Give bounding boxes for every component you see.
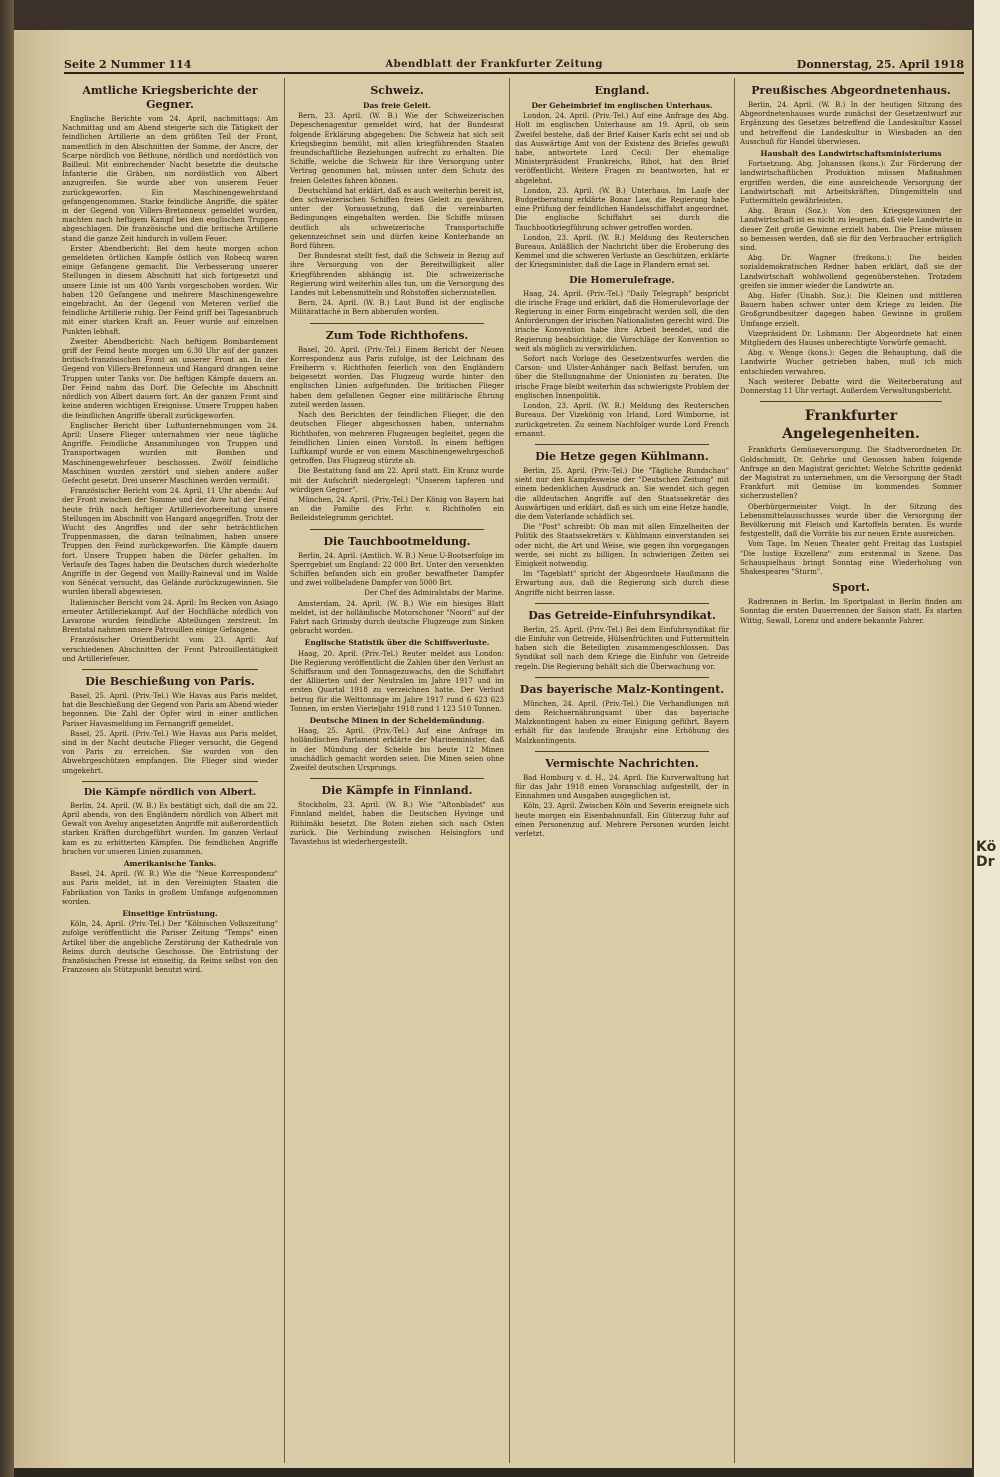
headline: Die Beschießung von Paris.	[85, 674, 255, 688]
article-paragraph: Haag, 24. April. (Priv.-Tel.) "Daily Telegraph" bespricht die irische Frage und erklärt, daß die Homerulevorlage der Regierung in einer Form eingebracht werden soll, die den Anforderungen der irischen Nationalisten gerecht wird. Die irische Konvention habe ihre Arbeit beendet, und die Regierung beabsichtige, die Vorschläge der Konvention so weit als möglich zu verwirklichen.	[515, 289, 729, 353]
article-paragraph: Französischer Bericht vom 24. April, 11 Uhr abends: Auf der Front zwischen der Somme und der Avre hat der Feind heute früh nach heftiger Artillerievorbereitung unsere Stellungen im Abschnitt von Hangard angegriffen. Trotz der Wucht des Angriffes und der sehr beträchtlichen Truppenmassen, die daran teilnahmen, haben unsere Truppen den Feind zurückgeworfen. Die Kämpfe dauern fort. Unsere Truppen haben die Dörfer gehalten. Im Verlaufe des Tages haben die Deutschen durch wiederholte Angriffe in der Gegend von Mailly-Raineval und im Walde von Sénécat versucht, das Gelände zurückzugewinnen. Sie wurden überall abgewiesen.	[62, 487, 278, 597]
article-paragraph: Abg. Hofer (Unabh. Soz.): Die Kleinen und mittleren Bauern haben schwer unter dem Kriege zu leiden. Die Großgrundbesitzer dagegen haben Gewinne in großem Umfange erzielt.	[740, 292, 962, 328]
article-paragraph: Vom Tage. Im Neuen Theater geht Freitag das Lustspiel "Die lustige Exzellenz" zum erstenmal in Szene. Das Schauspielhaus bringt Sonntag eine Wiederholung von Shakespeares "Sturm".	[740, 540, 962, 576]
headline: Zum Tode Richthofens.	[325, 328, 469, 342]
page-number: Seite 2 Nummer 114	[64, 57, 192, 71]
article-paragraph: Basel, 24. April. (W. B.) Wie die "Neue Korrespondenz" aus Paris meldet, ist in den Vereinigten Staaten die Fabrikation von Tanks in großem Umfange aufgenommen worden.	[62, 870, 278, 906]
headline: Schweiz.	[370, 84, 424, 97]
article-paragraph: Erster Abendbericht: Bei dem heute morgen schon gemeldeten örtlichen Kampfe östlich von Robecq waren einige Gefangene gemacht. Die Verbesserung unserer Stellungen in diesem Abschnitt hat sich fortgesetzt und unsere Linie ist um 400 Yards vorgeschoben worden. Wir haben 120 Gefangene und mehrere Maschinengewehre eingebracht. An der Gegend von Meteren verlief die feindliche Artillerie ruhig. Der Feind griff bei Tagesanbruch mit einer starken Kraft an. Feuer wurde auf einzelnen Punkten lebhaft.	[62, 244, 278, 336]
column-4	[740, 80, 962, 1460]
article-paragraph: Basel, 25. April. (Priv.-Tel.) Wie Havas aus Paris meldet, sind in der Nacht deutsche Flieger versucht, die Gegend von Paris zu erreichen. Sie wurden von den Abwehrgeschützen empfangen. Die Flieger sind wieder umgekehrt.	[62, 729, 278, 775]
article-paragraph: Bern, 23. April. (W. B.) Wie der Schweizerischen Depeschenagentur gemeldet wird, hat der Bundesrat folgende Erklärung abgegeben: Die Schweiz hat sich seit Kriegsbeginn bemüht, mit allen kriegführenden Staaten freundschaftliche Beziehungen aufrecht zu erhalten. Die Schiffe, welche die Schweiz für ihre Versorgung unter Vertrag genommen hat, müssen unter dem Schutz des freien Geleites fahren können.	[290, 112, 504, 185]
article-paragraph: London, 23. April. (W. B.) Meldung des Reuterschen Bureaus. Anläßlich der Nachricht über die Eroberung des Kemmel und die schweren Verluste an Geschützen, erklärte der Kriegsminister, daß die Lage in Flandern ernst sei.	[515, 233, 729, 270]
article-paragraph: Deutschland hat erklärt, daß es auch weiterhin bereit ist, den schweizerischen Schiffen freies Geleit zu gewähren, unter der Voraussetzung, daß die vereinbarten Bedingungen eingehalten werden. Die Schiffe müssen deutlich als schweizerische Transportschiffe gekennzeichnet sein und dürfen keine Konterbande an Bord führen.	[290, 186, 504, 251]
subheadline: Der Geheimbrief im englischen Unterhaus.	[531, 101, 713, 110]
article-paragraph: Abg. Dr. Wagner (freikons.): Die beiden sozialdemokratischen Redner haben erklärt, daß sie der Landwirtschaft wohlwollend gegenüberstehen. Trotzdem greifen sie immer wieder die Landwirte an.	[740, 254, 962, 290]
article-paragraph: Französischer Orientbericht vom 23. April: Auf verschiedenen Abschnitten der Front Patrouillentätigkeit und Artilleriefeuer.	[62, 636, 278, 663]
divider	[82, 669, 258, 670]
article-paragraph: Berlin, 25. April. (Priv.-Tel.) Bei dem Einfuhrsyndikat für die Einfuhr von Getreide, Hülsenfrüchten und Futtermitteln haben sich die Beteiligten zusammengeschlossen. Das Syndikat soll nach dem Kriege die Einfuhr von Getreide regeln. Die Regierung behält sich die Überwachung vor.	[515, 625, 729, 671]
article-paragraph: Bad Homburg v. d. H., 24. April. Die Kurverwaltung hat für das Jahr 1918 einen Voranschlag aufgestellt, der in Einnahmen und Ausgaben ausgeglichen ist.	[515, 773, 729, 801]
headline: Die Kämpfe in Finnland.	[321, 784, 473, 798]
article-paragraph: München, 24. April. (Priv.-Tel.) Die Verhandlungen mit dem Reichsernährungsamt über das bayerische Malzkontingent haben zu einer Einigung geführt. Bayern erhält für das laufende Braujahr eine Erhöhung des Malzkontingents.	[515, 699, 729, 745]
subheadline: Einseitige Entrüstung.	[122, 909, 218, 919]
article-paragraph: Köln, 23. April. Zwischen Köln und Severin ereignete sich heute morgen ein Eisenbahnunfall. Ein Güterzug fuhr auf einen Personenzug auf. Mehrere Personen wurden leicht verletzt.	[515, 802, 729, 838]
divider	[535, 751, 709, 752]
column-rule	[284, 78, 285, 1463]
divider	[310, 529, 484, 530]
headline: Die Kämpfe nördlich von Albert.	[83, 786, 257, 798]
article-paragraph: Nach den Berichten der feindlichen Flieger, die den deutschen Flieger abgeschossen haben, unternahm Richthofen, von mehreren Flugzeugen begleitet, gegen die feindlichen Linien einen Vorstoß. In einem heftigen Luftkampf wurde er von einem Maschinengewehrgeschoß getroffen. Das Flugzeug stürzte ab.	[290, 411, 504, 466]
article-paragraph: Die "Post" schreibt: Ob man mit allen Einzelheiten der Politik des Staatssekretärs v. Kühlmann einverstanden sei oder nicht, die Art und Weise, wie gegen ihn vorgegangen werde, sei nicht zu billigen. In schwierigen Zeiten sei Einigkeit notwendig.	[515, 523, 729, 568]
subheadline: Das freie Geleit.	[362, 101, 432, 110]
article-paragraph: Englische Berichte vom 24. April, nachmittags: Am Nachmittag und am Abend steigerte sich die Tätigkeit der feindlichen Artillerie an dem größten Teil der Front, namentlich in den Abschnitten der Somme, der Ancre, der Scarpe nördlich von Béthune, nördlich und nordöstlich von Bailleul. Mit einbrechender Nacht besetzte die deutsche Infanterie die Gräben, um nordöstlich von Albert anzugreifen. Sie wurde aber von unserem Feuer zurückgeworfen. Ein Maschinengewehrstand gefangengenommen. Starke feindliche Angriffe, die später in der Gegend von Villers-Bretonneux gemeldet wurden, machten nach heftigem Kampf bei den englischen Truppen abgeschlagen. Die französische und die britische Artillerie stand die ganze Zeit hindurch in vollem Feuer.	[62, 115, 278, 243]
article-paragraph: Die Bestattung fand am 22. April statt. Ein Kranz wurde mit der Aufschrift niedergelegt: "Unserem tapferen und würdigen Gegner".	[290, 467, 504, 494]
newspaper-page	[14, 30, 972, 1468]
divider	[535, 603, 709, 604]
headline: Das bayerische Malz-Kontingent.	[519, 682, 725, 696]
column-3	[515, 80, 729, 1460]
headline: Die Tauchbootmeldung.	[323, 534, 471, 548]
issue-date: Donnerstag, 25. April 1918	[796, 57, 964, 71]
paper-name: Abendblatt der Frankfurter Zeitung	[385, 58, 603, 70]
headline: Die Hetze gegen Kühlmann.	[535, 449, 709, 463]
article-paragraph: Berlin, 24. April. (W. B.) Es bestätigt sich, daß die am 22. April abends, von den Engländern nördlich von Albert mit Gewalt von Aveluy angesetzten Angriffe mit außerordentlich starken Kräften durchgeführt wurden. Im ganzen Verlauf kam es zu erbitterten Kämpfen. Die feindlichen Angriffe brachen vor unseren Linien zusammen.	[62, 801, 278, 856]
article-paragraph: Basel, 20. April. (Priv.-Tel.) Einem Bericht der Neuen Korrespondenz aus Paris zufolge, ist der Leichnam des Freiherrn v. Richthofen feierlich von den Engländern beigesetzt worden. Das Flugzeug wurde hinter den englischen Linien aufgefunden. Die britischen Flieger haben dem gefallenen Gegner eine militärische Ehrung zuteil werden lassen.	[290, 345, 504, 409]
headline: Frankfurter Angelegenheiten.	[782, 408, 920, 443]
adjacent-fragment: Dr	[976, 854, 995, 870]
headline: England.	[594, 84, 650, 97]
article-paragraph: Haag, 20. April. (Priv.-Tel.) Reuter meldet aus London: Die Regierung veröffentlicht die Zahlen über den Verlust an Schiffsraum und den Tonnagezuwachs, den die Schiffahrt der Alliierten und der Neutralen im Jahre 1917 und im ersten Quartal 1918 zu verzeichnen hatte. Der Verlust betrug für die Welttonnage im Jahre 1917 rund 6 623 623 Tonnen, im ersten Vierteljahr 1918 rund 1 123 510 Tonnen.	[290, 649, 504, 713]
subheadline: Haushalt des Landwirtschaftsministeriums	[760, 149, 942, 159]
adjacent-page-strip	[972, 0, 1000, 1477]
headline: Das Getreide-Einfuhrsyndikat.	[528, 608, 716, 622]
column-2	[290, 80, 504, 1460]
article-paragraph: Zweiter Abendbericht: Nach heftigem Bombardement griff der Feind heute morgen um 6.30 Uhr auf der ganzen britisch-französischen Front an unserer Front an. In der Gegend von Villers-Bretonneux und Hangard drangen seine Truppen unter Tanks vor. Die heftigen Kämpfe dauern an. Der Feind nahm das Dorf. Die Gefechte im Abschnitt nördlich von Albert dauern fort. An der ganzen Front sind keine anderen wichtigen Ereignisse. Unsere Truppen haben die feindlichen Angriffe überall zurückgeworfen.	[62, 337, 278, 420]
article-paragraph: Frankfurts Gemüseversorgung. Die Stadtverordneten Dr. Goldschmidt, Dr. Gehrke und Genossen haben folgende Anfrage an den Magistrat gerichtet: Welche Schritte gedenkt der Magistrat zu unternehmen, um die Versorgung der Stadt Frankfurt mit Gemüse im kommenden Sommer sicherzustellen?	[740, 446, 962, 501]
scan-top-border	[0, 0, 1000, 30]
divider	[310, 778, 484, 779]
article-paragraph: London, 23. April. (W. B.) Meldung des Reuterschen Bureaus. Der Vizekönig von Irland, Lord Wimborne, ist zurückgetreten. Zu seinem Nachfolger wurde Lord French ernannt.	[515, 402, 729, 438]
divider	[310, 323, 484, 324]
headline: Sport.	[832, 581, 870, 595]
subheadline: Englische Statistik über die Schiffsverluste.	[304, 638, 490, 648]
column-1	[62, 80, 278, 1460]
article-paragraph: Berlin, 24. April. (W. B.) In der heutigen Sitzung des Abgeordnetenhauses wurde zunächst der Gesetzentwurf zur Ergänzung des Gesetzes betreffend die Landeskultur Kassel und betreffend die Landeskultur in Wiesbaden an den Ausschuß für Handel überwiesen.	[740, 101, 962, 146]
article-paragraph: Im "Tageblatt" spricht der Abgeordnete Haußmann die Erwartung aus, daß die Regierung sich durch diese Angriffe nicht beirren lasse.	[515, 570, 729, 597]
headline: Amtliche Kriegsberichte der Gegner.	[82, 84, 258, 111]
adjacent-fragment: Kö	[976, 839, 997, 855]
article-paragraph: Englischer Bericht über Luftunternehmungen vom 24. April: Unsere Flieger unternahmen vier neue tägliche Angriffe. Feindliche Ansammlungen von Truppen und Transportwagen wurden mit Bomben und Maschinengewehrfeuer beschossen. Zwölf feindliche Maschinen wurden zerstört und sieben andere außer Gefecht gesetzt. Drei unserer Maschinen werden vermißt.	[62, 421, 278, 485]
article-paragraph: Vizepräsident Dr. Lohmann: Der Abgeordnete hat einen Mitgliedern des Hauses unberechtigte Vorwürfe gemacht.	[740, 329, 962, 348]
article-paragraph: Haag, 25. April. (Priv.-Tel.) Auf eine Anfrage im holländischen Parlament erklärte der Marineminister, daß in der Mündung der Schelde bis heute 12 Minen unschädlich gemacht worden seien. Die Minen seien ohne Zweifel deutschen Ursprungs.	[290, 727, 504, 772]
article-paragraph: Abg. v. Wenge (kons.): Gegen die Behauptung, daß die Landwirte Wucher getrieben haben, muß ich mich entschieden verwahren.	[740, 349, 962, 376]
divider	[535, 677, 709, 678]
article-paragraph: Berlin, 24. April. (Amtlich. W. B.) Neue U-Bootserfolge im Sperrgebiet um England: 22 000 Brt. Unter den versenkten Schiffen befanden sich ein großer bewaffneter Dampfer und zwei vollbeladene Dampfer von 5000 Brt.	[290, 551, 504, 588]
article-paragraph: London, 24. April. (Priv.-Tel.) Auf eine Anfrage des Abg. Holt im englischen Unterhause am 19. April, ob sein Zweifel bestehe, daß der Brief Kaiser Karls echt sei und ob das Auswärtige Amt von der Existenz des Briefes gewußt habe, antwortete Lord Cecil: Der ehemalige Ministerpräsident Frankreichs, Ribot, hat den Brief veröffentlicht. Weitere Fragen zu beantworten, hat er abgelehnt.	[515, 112, 729, 185]
divider	[535, 444, 709, 445]
article-paragraph: Italienischer Bericht vom 24. April: Im Becken von Asiago erneuter Artilleriekampf. Auf der Hochfläche nördlich von Lavarone wurden feindliche Abteilungen zerstreut. Im Brentatal nahmen unsere Patrouillen einige Gefangene.	[62, 598, 278, 635]
masthead	[64, 56, 964, 74]
headline: Vermischte Nachrichten.	[545, 756, 699, 770]
article-paragraph: Stockholm, 23. April. (W. B.) Wie "Aftonbladet" aus Finnland meldet, haben die Deutschen Hyvinge und Riihimäki besetzt. Die Roten ziehen sich nach Osten zurück. Die Verbindung zwischen Helsingfors und Tavastehus ist wiederhergestellt.	[290, 801, 504, 847]
scan-left-border	[0, 0, 14, 1477]
article-paragraph: Amsterdam, 24. April. (W. B.) Wie ein hiesiges Blatt meldet, ist der holländische Motorschoner "Noord" auf der Fahrt nach Grimsby durch deutsche Flugzeuge zum Sinken gebracht worden.	[290, 599, 504, 636]
article-paragraph: Der Bundesrat stellt fest, daß die Schweiz in Bezug auf ihre Versorgung von der Bereitwilligkeit aller Kriegführenden abhängig ist. Die schweizerische Regierung wird weiterhin alles tun, um die Versorgung des Landes mit Lebensmitteln und Rohstoffen sicherzustellen.	[290, 252, 504, 298]
divider	[760, 401, 942, 402]
column-rule	[509, 78, 510, 1463]
article-signature: Der Chef des Admiralstabs der Marine.	[364, 589, 504, 598]
article-paragraph: München, 24. April. (Priv.-Tel.) Der König von Bayern hat an die Familie des Frhr. v. Richthofen ein Beileidstelegramm gerichtet.	[290, 495, 504, 523]
article-paragraph: London, 23. April. (W. B.) Unterhaus. Im Laufe der Budgetberatung erklärte Bonar Law, die Regierung habe eine Prüfung der feindlichen Handelsschiffahrt angeordnet. Die englische Schiffahrt sei durch die Tauchbootkriegführung schwer getroffen worden.	[515, 186, 729, 232]
article-paragraph: Fortsetzung. Abg. Johanssen (kons.): Zur Förderung der landwirtschaftlichen Produktion müssen Maßnahmen ergriffen werden, die eine ausreichende Versorgung der Landwirtschaft mit Arbeitskräften, Düngemitteln und Futtermitteln gewährleisten.	[740, 160, 962, 206]
article-paragraph: Nach weiterer Debatte wird die Weiterberatung auf Donnerstag 11 Uhr vertagt. Außerdem Verwaltungsbericht.	[740, 377, 962, 396]
subheadline: Deutsche Minen in der Scheldemündung.	[309, 715, 485, 725]
subheadline: Amerikanische Tanks.	[123, 859, 217, 869]
article-paragraph: Sofort nach Vorlage des Gesetzentwurfes werden die Carson- und Ulster-Anhänger nach Belfast berufen, um über die Stellungnahme der Unionisten zu beraten. Die irische Frage bleibt weiterhin das schwierigste Problem der englischen Innenpolitik.	[515, 355, 729, 400]
article-paragraph: Bern, 24. April. (W. B.) Laut Bund ist der englische Militärattaché in Bern abberufen worden.	[290, 299, 504, 317]
divider	[82, 781, 258, 782]
headline: Preußisches Abgeordnetenhaus.	[751, 84, 951, 97]
article-paragraph: Köln, 24. April. (Priv.-Tel.) Der "Kölnischen Volkszeitung" zufolge veröffentlicht die Pariser Zeitung "Temps" einen Artikel über die angebliche Zerstörung der Kathedrale von Reims durch deutsche Geschosse. Die Entrüstung der französischen Presse ist einseitig, da Reims selbst von den Franzosen als Stützpunkt benutzt wird.	[62, 920, 278, 975]
article-paragraph: Radrennen in Berlin. Im Sportpalast in Berlin finden am Sonntag die ersten Dauerrennen der Saison statt. Es starten Wittig, Sawall, Lorenz und andere bekannte Fahrer.	[740, 598, 962, 625]
article-paragraph: Oberbürgermeister Voigt. In der Sitzung des Lebensmittelausschusses wurde über die Versorgung der Bevölkerung mit Fleisch und Kartoffeln beraten. Es wurde festgestellt, daß die Vorräte bis zur neuen Ernte ausreichen.	[740, 502, 962, 539]
headline: Die Homerulefrage.	[569, 274, 675, 286]
column-rule	[734, 78, 735, 1463]
article-paragraph: Abg. Braun (Soz.): Von den Kriegsgewinnen der Landwirtschaft ist es nicht zu leugnen, daß viele Landwirte in dieser Zeit große Gewinne erzielt haben. Die Preise müssen so bemessen werden, daß sie für den Verbraucher erträglich sind.	[740, 207, 962, 253]
article-paragraph: Basel, 25. April. (Priv.-Tel.) Wie Havas aus Paris meldet, hat die Beschießung der Gegend von Paris am Abend wieder begonnen. Die Zahl der Opfer wird in einer amtlichen Pariser Havasmeldung im Fernangriff gemeldet.	[62, 691, 278, 728]
article-paragraph: Berlin, 25. April. (Priv.-Tel.) Die "Tägliche Rundschau" sieht nur den Kampfesweise der "Deutschen Zeitung" mit einem bedenklichen Ausdruck an. Sie wendet sich gegen die alldeutschen Angriffe auf den Staatssekretär des Auswärtigen und erklärt, daß es sich um eine Hetze handle, die dem Vaterlande schädlich sei.	[515, 466, 729, 521]
